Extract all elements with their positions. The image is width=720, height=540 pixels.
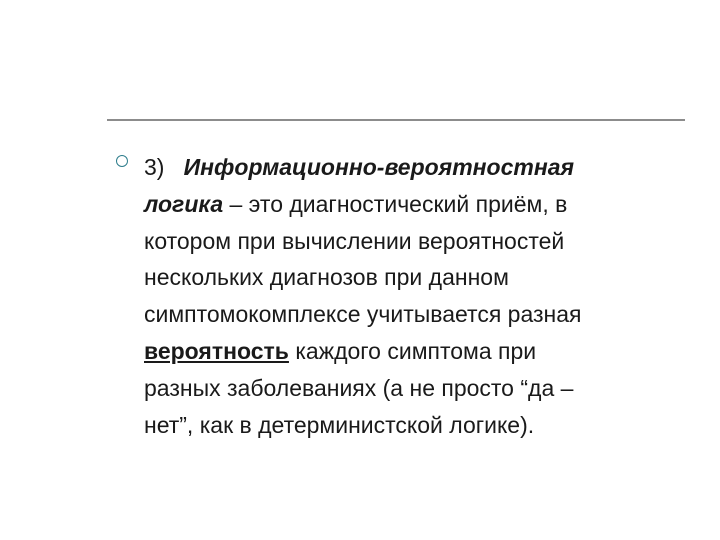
definition-paragraph	[144, 149, 689, 443]
line-8-text: нет”, как в детерминистской логике).	[144, 411, 535, 438]
line-3-text: котором при вычислении вероятностей	[144, 227, 565, 254]
line-7-text: разных заболеваниях (а не просто “да –	[144, 374, 574, 401]
term-line-1: Информационно-вероятностная	[183, 154, 575, 180]
line-2-text: – это диагностический приём, в	[223, 190, 568, 217]
line-6-text: каждого симптома при	[288, 337, 537, 364]
term-line-2: логика	[144, 190, 224, 217]
line-5-text: симптомокомплексе учитывается разная	[144, 301, 582, 328]
bullet-circle-icon	[116, 155, 128, 167]
horizontal-divider	[107, 119, 685, 121]
item-number: 3)	[144, 154, 165, 180]
emphasized-word: вероятность	[144, 337, 289, 364]
line-4-text: нескольких диагнозов при данном	[144, 264, 509, 291]
